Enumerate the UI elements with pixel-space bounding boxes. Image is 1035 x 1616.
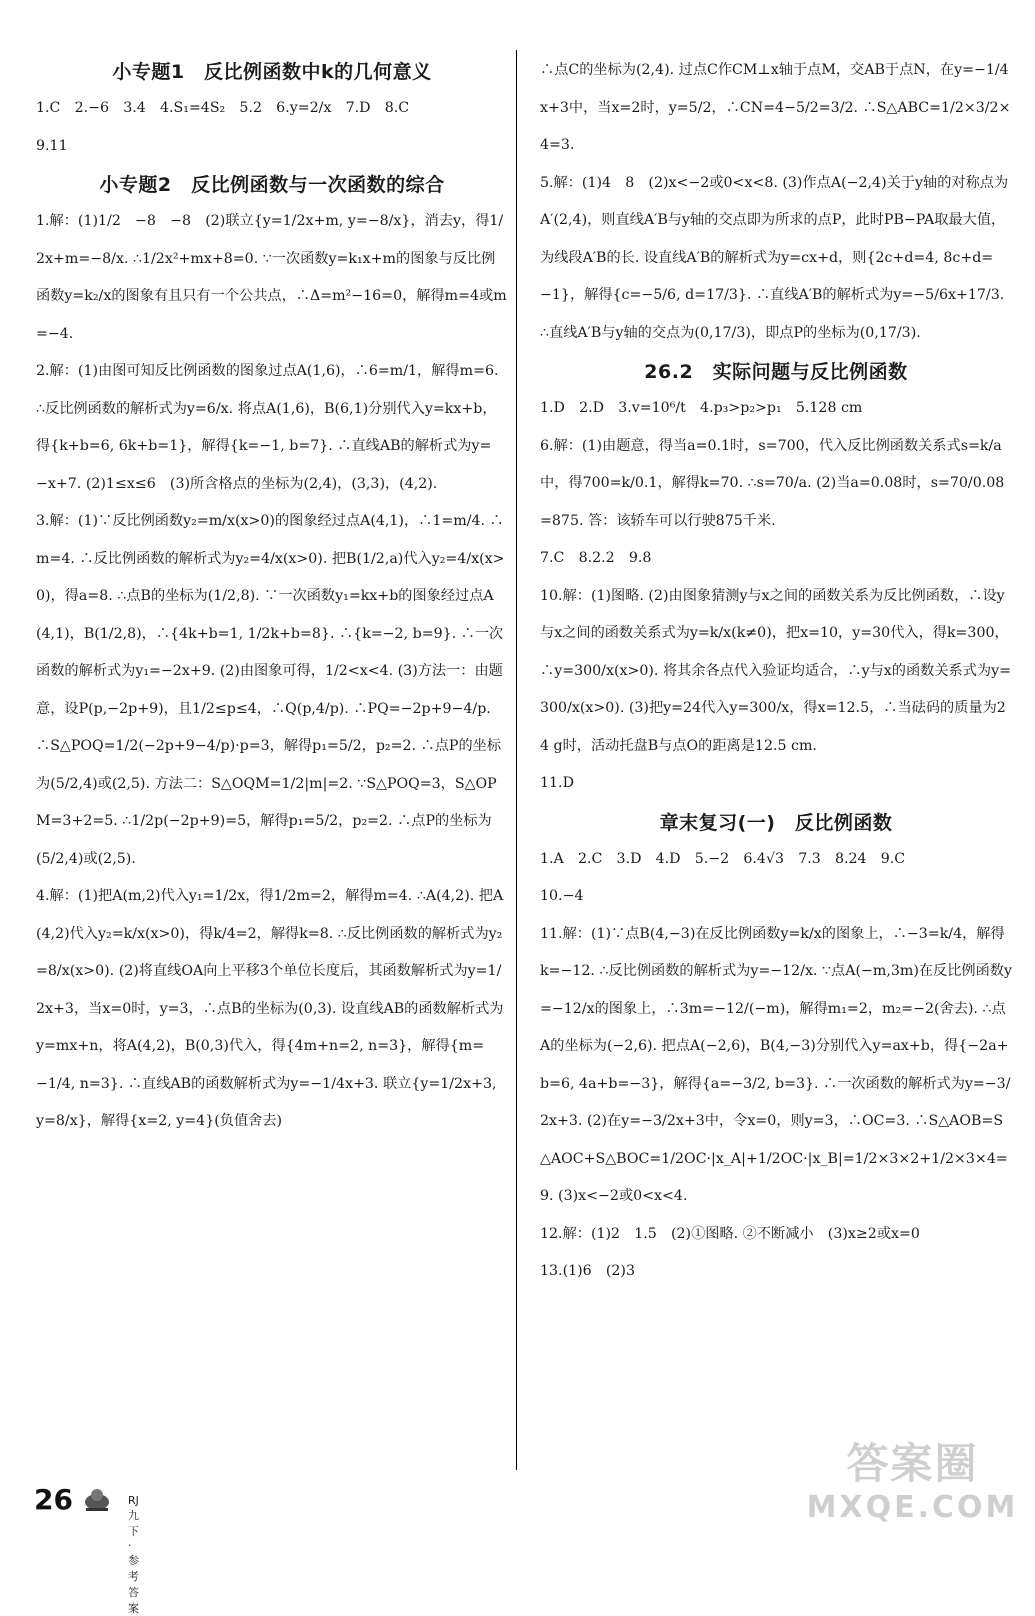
section-heading-topic-2: 小专题2 反比例函数与一次函数的综合 [99, 174, 445, 196]
section-heading-26-2: 26.2 实际问题与反比例函数 [644, 361, 908, 383]
answer-line: 1.A 2.C 3.D 4.D 5.−2 6.4√3 7.3 8.24 9.C [540, 850, 906, 867]
answer-line: 1.D 2.D 3.v=10⁶/t 4.p₃>p₂>p₁ 5.128 cm [540, 400, 863, 416]
answer-line: 9.11 [36, 137, 68, 154]
footer-label: RJ九下·参考答案 [128, 1494, 139, 1615]
answer-line: 1.C 2.−6 3.4 4.S₁=4S₂ 5.2 6.y=2/x 7.D 8.C [36, 100, 410, 116]
answer-item: 5.解：(1)4 8 (2)x<−2或0<x<8. (3)作点A(−2,4)关于y轴的对称点为A′(2,4)，则直线A′B与y轴的交点即为所求的点P，此时PB−PA取最大值，为线段A′B的长. 设直线A′B的解析式为y=cx+d，则{2c+d=4, 8c+d=−1}，解得{c=−5/6, d=17/3}. ∴直线A′B的解析式为y=−5/6x+17/3. ∴直线A′B与y轴的交点为(0,17/3)，即点P的坐标为(0,17/3). [540, 174, 1009, 341]
answer-continuation: ∴点C的坐标为(2,4). 过点C作CM⊥x轴于点M，交AB于点N，在y=−1/4x+3中，当x=2时，y=5/2，∴CN=4−5/2=3/2. ∴S△ABC=1/2×3/2×4=3. [540, 62, 1011, 153]
watermark-url: MXQE.COM [806, 1490, 1019, 1525]
answer-line: 11.D [540, 775, 574, 791]
answer-item: 11.解：(1)∵点B(4,−3)在反比例函数y=k/x的图象上，∴−3=k/4，解得k=−12. ∴反比例函数的解析式为y=−12/x. ∵点A(−m,3m)在反比例函数y=−12/x的图象上，∴3m=−12/(−m)，解得m₁=2，m₂=−2(舍去). ∴点A的坐标为(−2,6). 把点A(−2,6)，B(4,−3)分别代入y=ax+b，得{−2a+b=6, 4a+b=−3}，解得{a=−3/2, b=3}. ∴一次函数的解析式为y=−3/2x+3. (2)在y=−3/2x+3中，令x=0，则y=3，∴OC=3. ∴S△AOB=S△AOC+S△BOC=1/2OC·|x_A|+1/2OC·|x_B|=1/2×3×2+1/2×3×4=9. (3)x<−2或0<x<4. [540, 925, 1012, 1204]
answer-line: 13.(1)6 (2)3 [540, 1263, 635, 1279]
mascot-logo-icon [82, 1486, 112, 1512]
watermark [800, 1440, 1025, 1532]
answer-line: 7.C 8.2.2 9.8 [540, 550, 652, 566]
answer-item: 10.解：(1)图略. (2)由图象猜测y与x之间的函数关系为反比例函数，∴设y与x之间的函数关系式为y=k/x(k≠0)，把x=10，y=30代入，得k=300，∴y=300/x(x>0). 将其余各点代入验证均适合，∴y与x的函数关系式为y=300/x(x>0). (3)把y=24代入y=300/x，得x=12.5，∴当砝码的质量为24 g时，活动托盘B与点O的距离是12.5 cm. [540, 587, 1012, 754]
answer-item: 6.解：(1)由题意，得当a=0.1时，s=700，代入反比例函数关系式s=k/a中，得700=k/0.1，解得k=70. ∴s=70/a. (2)当a=0.08时，s=70/0.08=875. 答：该轿车可以行驶875千米. [540, 437, 1005, 529]
answer-item: 12.解：(1)2 1.5 (2)①图略. ②不断减小 (3)x≥2或x=0 [540, 1225, 920, 1242]
section-heading-chapter-review: 章末复习(一) 反比例函数 [659, 811, 893, 834]
answer-line: 10.−4 [540, 888, 584, 904]
answer-item: 3.解：(1)∵反比例函数y₂=m/x(x>0)的图象经过点A(4,1)，∴1=m/4. ∴m=4. ∴反比例函数的解析式为y₂=4/x(x>0). 把B(1/2,a)代入y₂=4/x(x>0)，得a=8. ∴点B的坐标为(1/2,8). ∵一次函数y₁=kx+b的图象经过点A(4,1)，B(1/2,8)，∴{4k+b=1, 1/2k+b=8}. ∴{k=−2, b=9}. ∴一次函数的解析式为y₁=−2x+9. (2)由图象可得，1/2<x<4. (3)方法一：由题意，设P(p,−2p+9)，且1/2≤p≤4，∴Q(p,4/p). ∴PQ=−2p+9−4/p. ∴S△POQ=1/2(−2p+9−4/p)·p=3，解得p₁=5/2，p₂=2. ∴点P的坐标为(5/2,4)或(2,5). 方法二：S△OQM=1/2|m|=2. ∵S△POQ=3，S△OPM=3+2=5. ∴1/2p(−2p+9)=5，解得p₁=5/2，p₂=2. ∴点P的坐标为(5/2,4)或(2,5). [36, 513, 505, 867]
column-divider [516, 50, 517, 1470]
answer-item: 4.解：(1)把A(m,2)代入y₁=1/2x，得1/2m=2，解得m=4. ∴A(4,2). 把A(4,2)代入y₂=k/x(x>0)，得k/4=2，解得k=8. ∴反比例函数的解析式为y₂=8/x(x>0). (2)将直线OA向上平移3个单位长度后，其函数解析式为y=1/2x+3，当x=0时，y=3，∴点B的坐标为(0,3). 设直线AB的函数解析式为y=mx+n，将A(4,2)，B(0,3)代入，得{4m+n=2, n=3}，解得{m=−1/4, n=3}. ∴直线AB的函数解析式为y=−1/4x+3. 联立{y=1/2x+3, y=8/x}，解得{x=2, y=4}(负值舍去) [36, 888, 504, 1129]
page-number: 26 [34, 1483, 73, 1516]
answer-item: 2.解：(1)由图可知反比例函数的图象过点A(1,6)，∴6=m/1，解得m=6. ∴反比例函数的解析式为y=6/x. 将点A(1,6)，B(6,1)分别代入y=kx+b，得{k+b=6, 6k+b=1}，解得{k=−1, b=7}. ∴直线AB的解析式为y=−x+7. (2)1≤x≤6 (3)所含格点的坐标为(2,4)，(3,3)，(4,2). [36, 363, 499, 492]
left-column [36, 52, 508, 1462]
right-column [540, 52, 1012, 1462]
watermark-title: 答案圈 [846, 1439, 979, 1488]
answer-item: 1.解：(1)1/2 −8 −8 (2)联立{y=1/2x+m, y=−8/x}，消去y，得1/2x+m=−8/x. ∴1/2x²+mx+8=0. ∵一次函数y=k₁x+m的图象与反比例函数y=k₂/x的图象有且只有一个公共点，∴Δ=m²−16=0，解得m=4或m=−4. [36, 213, 507, 342]
section-heading-topic-1: 小专题1 反比例函数中k的几何意义 [112, 61, 432, 83]
